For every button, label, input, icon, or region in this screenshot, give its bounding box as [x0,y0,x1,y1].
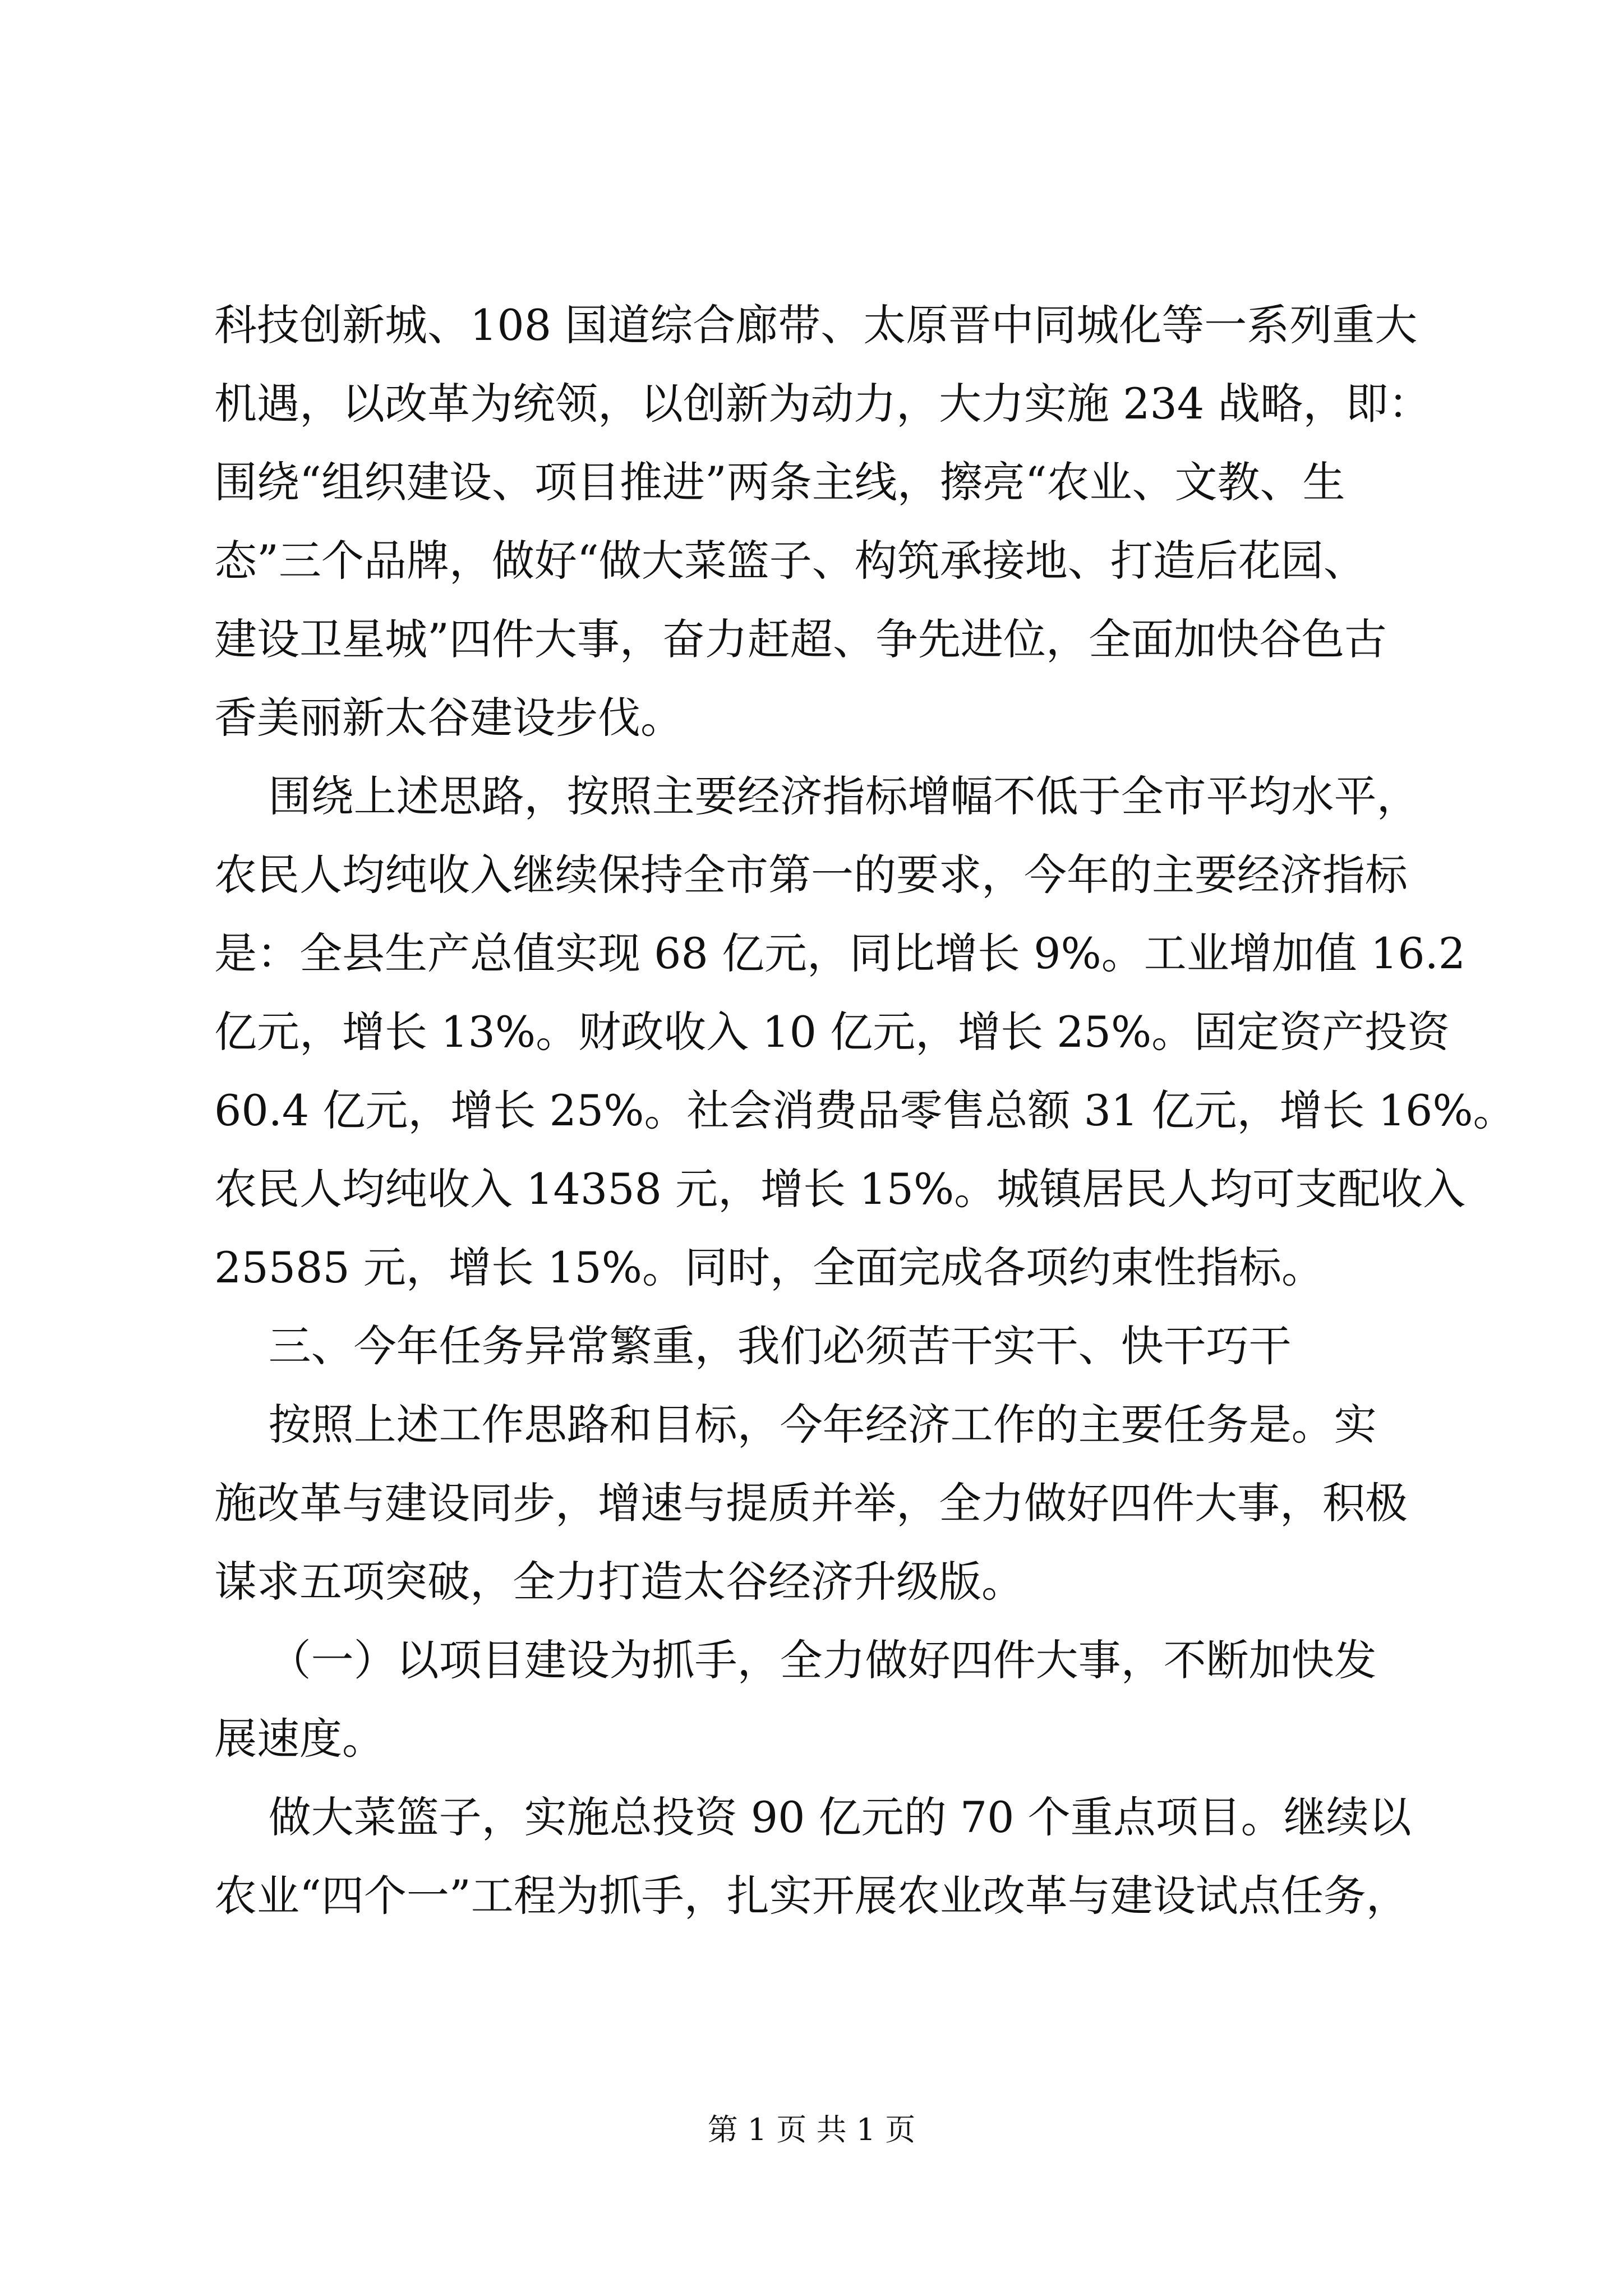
text-line: 60.4 亿元，增长 25%。社会消费品零售总额 31 亿元，增长 16%。 [214,1085,1516,1135]
text-line: 亿元，增长 13%。财政收入 10 亿元，增长 25%。固定资产投资 [214,1007,1450,1057]
text-line: 香美丽新太谷建设步伐。 [214,693,683,743]
text-line: 按照上述工作思路和目标，今年经济工作的主要任务是。实 [214,1400,1377,1450]
text-line: 机遇，以改革为统领，以创新为动力，大力实施 234 战略，即： [214,379,1431,429]
text-line: 科技创新城、108 国道综合廊带、太原晋中同城化等一系列重大 [214,300,1418,350]
text-line: 农民人均纯收入 14358 元，增长 15%。城镇居民人均可支配收入 [214,1164,1466,1214]
text-line: 展速度。 [214,1714,385,1764]
page-number-footer: 第 1 页 共 1 页 [707,2112,916,2147]
text-line: 围绕上述思路，按照主要经济指标增幅不低于全市平均水平， [214,771,1419,821]
text-line: 农业“四个一”工程为抓手，扎实开展农业改革与建设试点任务， [214,1871,1409,1921]
section-heading: 三、今年任务异常繁重，我们必须苦干实干、快干巧干 [214,1321,1292,1371]
text-line: 施改革与建设同步，增速与提质并举，全力做好四件大事，积极 [214,1478,1408,1528]
text-line: 谋求五项突破，全力打造太谷经济升级版。 [214,1557,1024,1607]
subsection-heading: （一）以项目建设为抓手，全力做好四件大事，不断加快发 [214,1635,1377,1685]
text-line: 建设卫星城”四件大事，奋力赶超、争先进位，全面加快谷色古 [214,614,1387,664]
text-line: 做大菜篮子，实施总投资 90 亿元的 70 个重点项目。继续以 [214,1792,1412,1842]
text-line: 农民人均纯收入继续保持全市第一的要求，今年的主要经济指标 [214,850,1408,900]
text-line: 是：全县生产总值实现 68 亿元，同比增长 9%。工业增加值 16.2 [214,928,1466,978]
text-line: 态”三个品牌，做好“做大菜篮子、构筑承接地、打造后花园、 [214,536,1366,586]
text-line: 25585 元，增长 15%。同时，全面完成各项约束性指标。 [214,1243,1325,1292]
text-line: 围绕“组织建设、项目推进”两条主线，擦亮“农业、文教、生 [214,457,1345,507]
